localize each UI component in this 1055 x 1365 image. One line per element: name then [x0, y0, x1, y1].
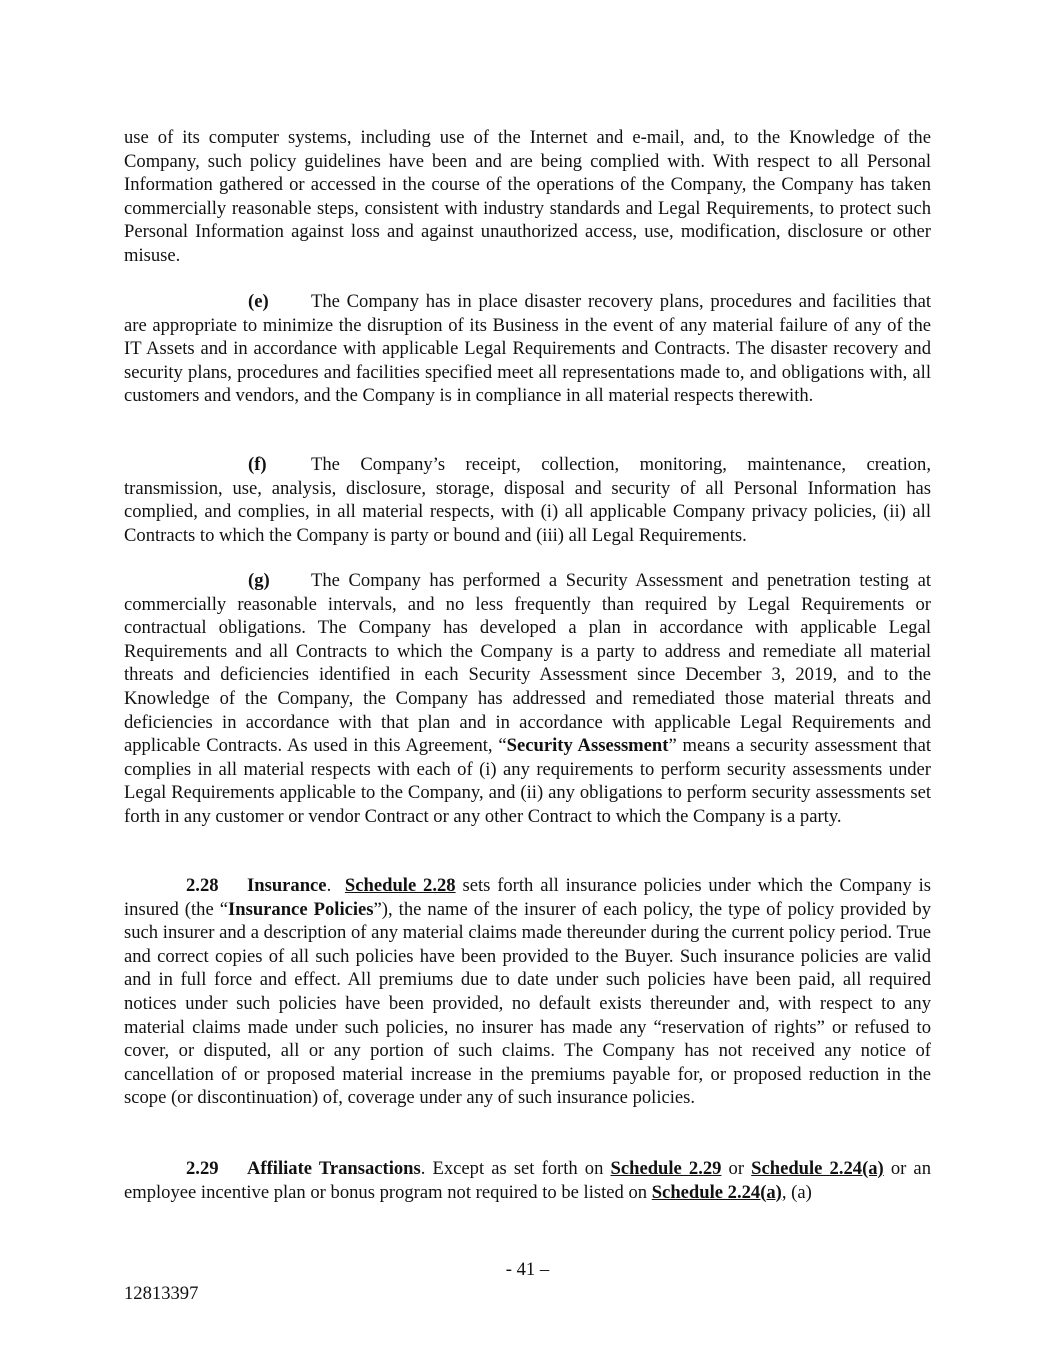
document-id: 12813397	[124, 1283, 199, 1304]
defined-term: Insurance Policies	[228, 898, 374, 920]
paragraph-text: use of its computer systems, including use of the Internet and e-mail, and, to the Knowledge of the Company, such policy guidelines have been and are being complied with. With respect to all Personal Information gathered or accessed in the course of the operations of the Company, the Company has taken commercially reasonable steps, consistent with industry standards and Legal Requirements, to protect such Personal Information against loss and against unauthorized access, use, modification, disclosure or other misuse.	[124, 127, 931, 266]
section-title: Insurance	[247, 875, 327, 896]
schedule-reference: Schedule 2.24(a)	[651, 1181, 782, 1203]
section-2-28	[124, 874, 931, 1110]
section-number: 2.28	[186, 875, 219, 896]
paragraph-continuation	[124, 126, 931, 268]
section-number: 2.29	[186, 1158, 219, 1179]
subsection-label: (g)	[248, 570, 270, 591]
subsection-label: (f)	[248, 454, 267, 475]
section-text: or	[721, 1158, 752, 1179]
subsection-text: ” means a security assessment that complies in all material respects with each of (i) any requirements to perform security assessments under Legal Requirements applicable to the Company, and (ii) any obligations to perform security assessments set forth in any customer or vendor Contract or any other Contract to which the Company is a party.	[124, 735, 931, 827]
subsection-text: The Company has in place disaster recovery plans, procedures and facilities that are appropriate to minimize the disruption of its Business in the event of any material failure of any of the IT Assets and in accordance with applicable Legal Requirements and Contracts. The disaster recovery and security plans, procedures and facilities specified meet all representations made to, and obligations with, all customers and vendors, and the Company is in compliance in all material respects therewith.	[124, 291, 931, 407]
section-text: ”), the name of the insurer of each policy, the type of policy provided by such insurer and a description of any material claims made thereunder during the current policy period. True and correct copies of all such policies have been provided to the Buyer. Such insurance policies are valid and in full force and effect. All premiums due to date under such policies have been paid, all required notices under such policies have been provided, no default exists thereunder and, with respect to any material claims made under such policies, no insurer has made any “reservation of rights” or refused to cover, or disputed, all or any portion of such claims. The Company has not received any notice of cancellation of or proposed material increase in the premiums payable for, or proposed reduction in the scope (or discontinuation) of, coverage under any of such insurance policies.	[124, 898, 931, 1109]
schedule-reference: Schedule 2.28	[344, 875, 456, 896]
subsection-label: (e)	[248, 291, 269, 312]
section-text: Except as set forth on	[425, 1158, 611, 1179]
section-title-punct: .	[326, 875, 332, 896]
subsection-text: The Company has performed a Security Assessment and penetration testing at commercially reasonable intervals, and no less frequently than required by Legal Requirements or contractual obligations. The Company has developed a plan in accordance with applicable Legal Requirements and all Contracts to which the Company is a party to address and remediate all material threats and deficiencies identified in each Security Assessment since December 3, 2019, and to the Knowledge of the Company, the Company has addressed and remediated those material threats and deficiencies in accordance with that plan and in accordance with applicable Legal Requirements and applicable Contracts. As used in this Agreement, “	[124, 570, 931, 757]
subsection-f	[124, 453, 931, 547]
section-title-punct: .	[420, 1158, 426, 1179]
subsection-g	[124, 569, 931, 829]
section-text: sets forth all insurance policies under which the Company is insured (the “	[124, 875, 931, 920]
section-2-29	[124, 1157, 931, 1204]
page-number: - 41 –	[505, 1259, 550, 1280]
section-text: , (a)	[781, 1181, 812, 1203]
defined-term: Security Assessment	[506, 735, 669, 757]
section-title: Affiliate Transactions	[247, 1158, 421, 1179]
subsection-e	[124, 290, 931, 408]
section-text: or an employee incentive plan or bonus program not required to be listed on	[124, 1158, 931, 1203]
subsection-text: The Company’s receipt, collection, monitoring, maintenance, creation, transmission, use, analysis, disclosure, storage, disposal and security of all Personal Information has complied, and complies, in all material respects, with (i) all applicable Company privacy policies, (ii) all Contracts to which the Company is party or bound and (iii) all Legal Requirements.	[124, 454, 931, 546]
schedule-reference: Schedule 2.29	[610, 1158, 722, 1179]
schedule-reference: Schedule 2.24(a)	[751, 1158, 884, 1179]
